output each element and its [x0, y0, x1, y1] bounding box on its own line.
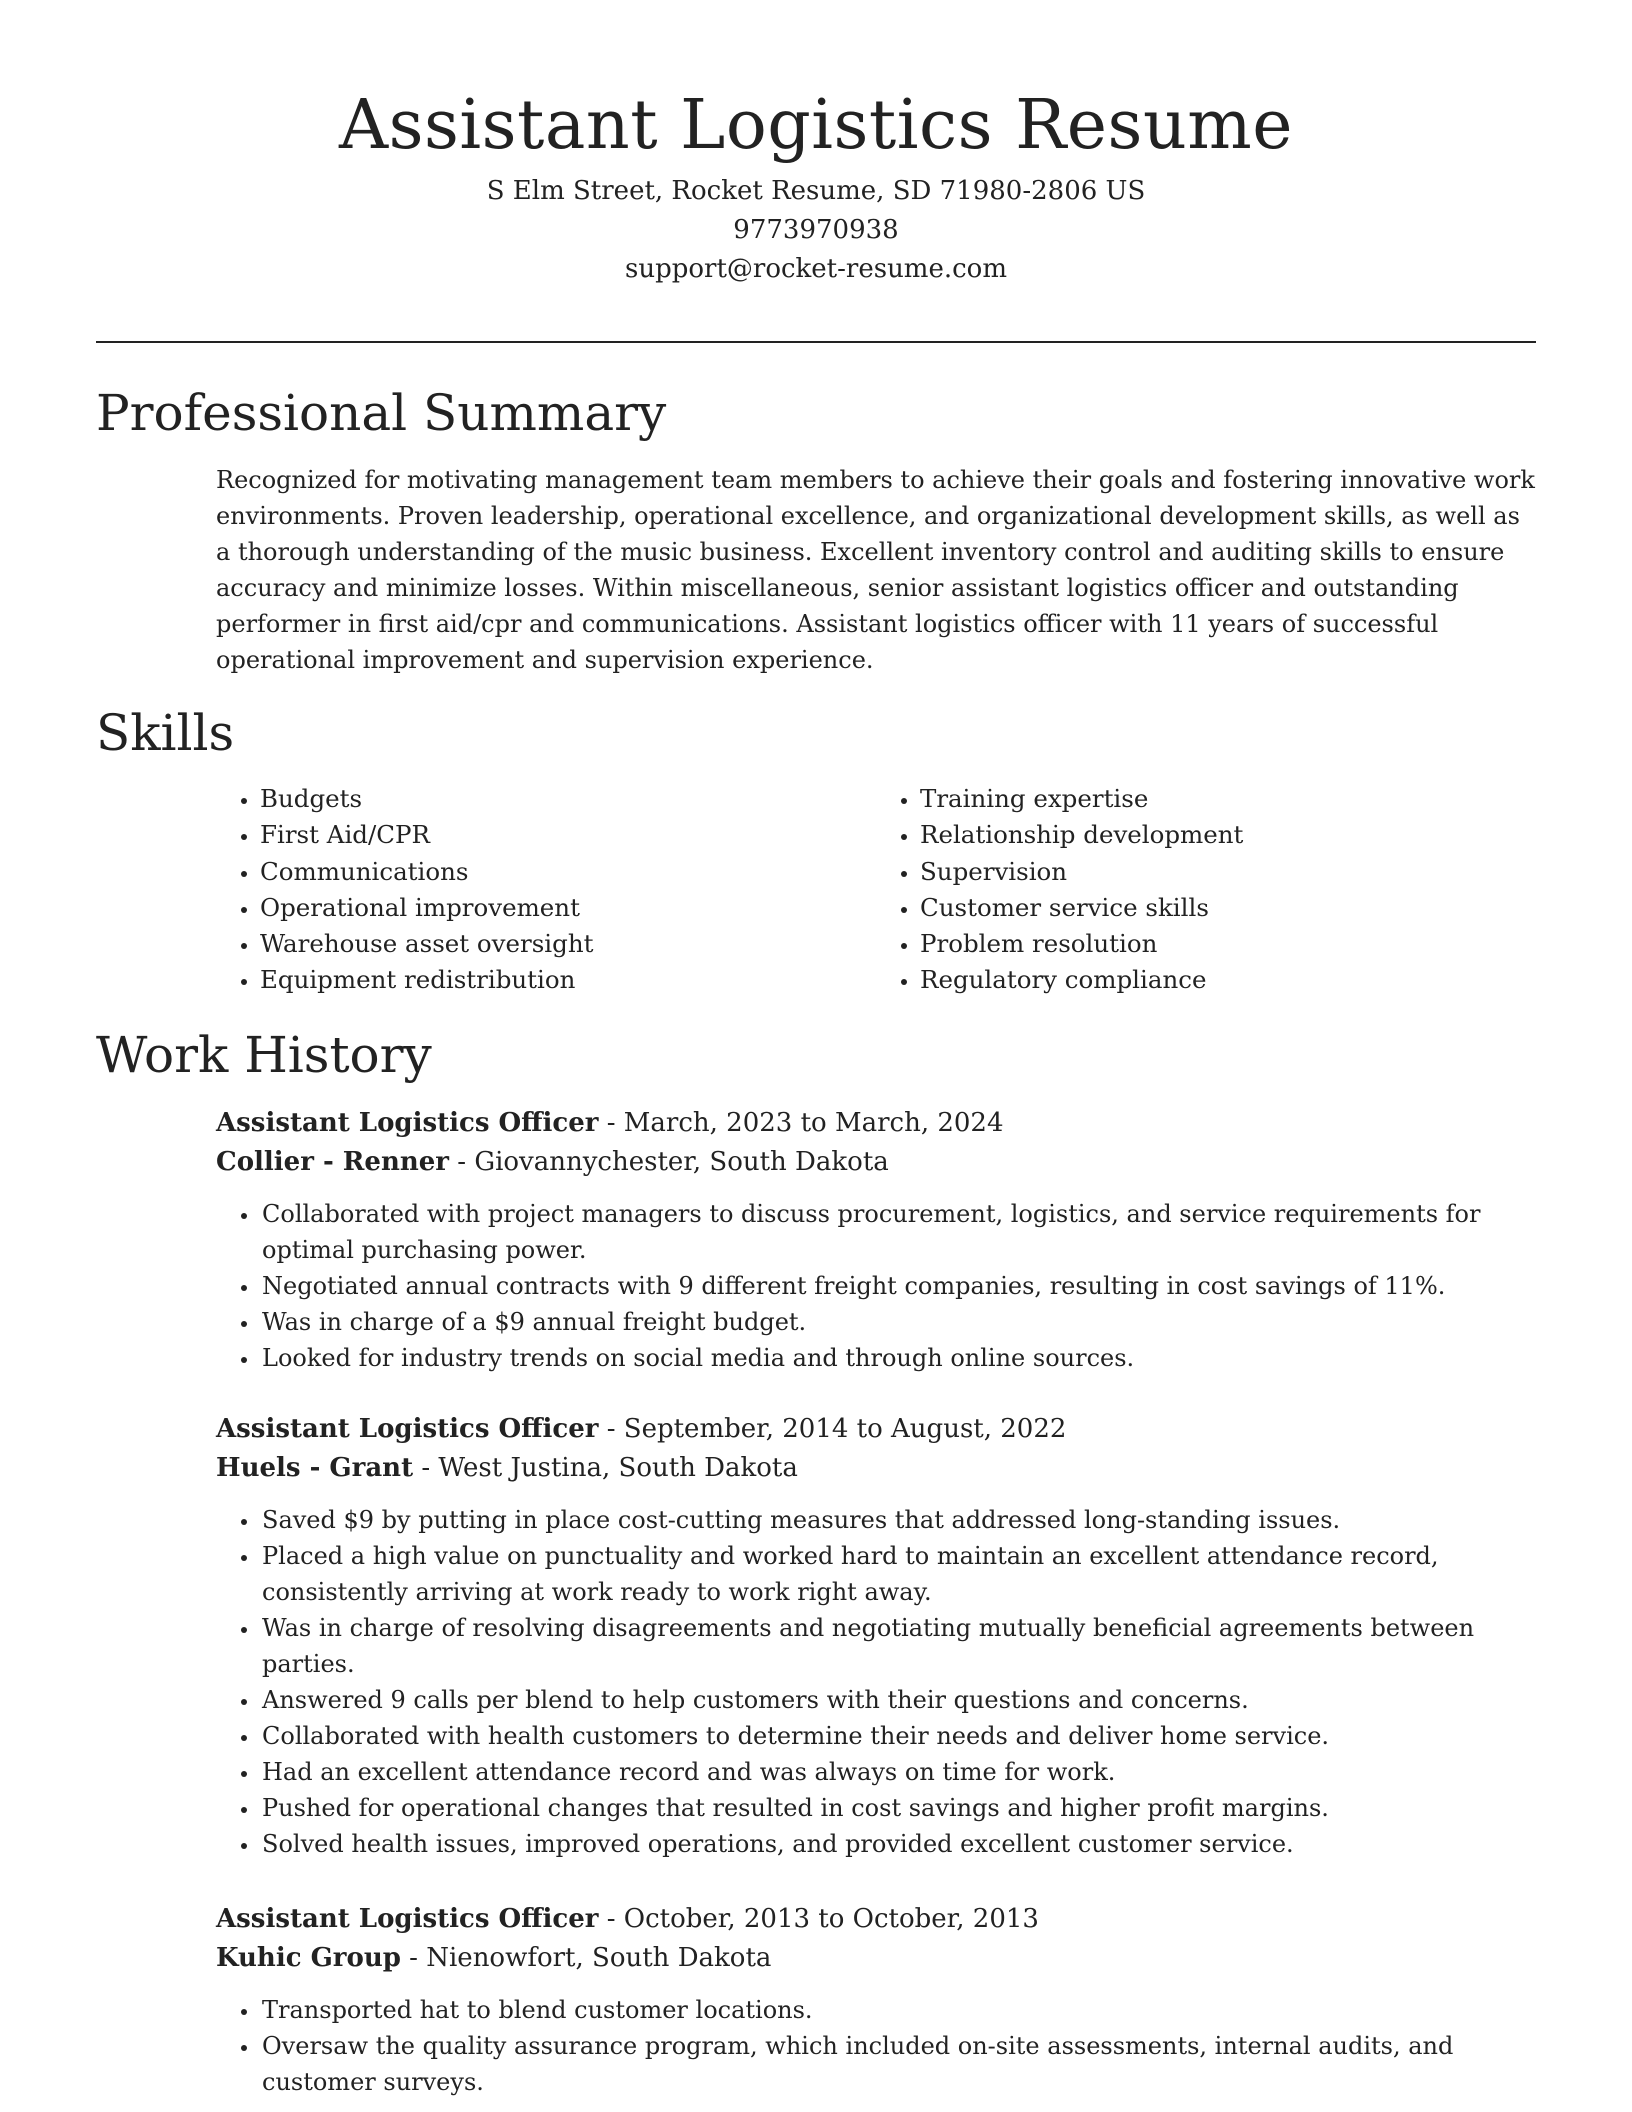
- contact-address: S Elm Street, Rocket Resume, SD 71980-2806 US: [486, 176, 1146, 206]
- job-company: Collier - Renner: [216, 1147, 449, 1177]
- skill-item: • Warehouse asset oversight: [260, 926, 876, 962]
- job-bullet: • Was in charge of a $9 annual freight budget.: [260, 1304, 1536, 1340]
- skills-column-left: [216, 781, 876, 999]
- job-bullet: • Looked for industry trends on social media and through online sources.: [260, 1340, 1536, 1376]
- job-bullet: • Had an excellent attendance record and was always on time for work.: [260, 1754, 1536, 1790]
- skill-item: • Problem resolution: [920, 926, 1536, 962]
- job-dates: - March, 2023 to March, 2024: [598, 1108, 1004, 1138]
- job-entry: [216, 1410, 1536, 1862]
- skill-item: • Relationship development: [920, 817, 1536, 853]
- job-dates: - September, 2014 to August, 2022: [598, 1414, 1067, 1444]
- job-bullet: • Collaborated with project managers to discuss procurement, logistics, and service requirements for optimal purchasing power.: [260, 1196, 1536, 1268]
- job-bullets: [216, 1502, 1536, 1862]
- job-entry: [216, 1104, 1536, 1376]
- skill-item: • Regulatory compliance: [920, 962, 1536, 998]
- job-company-line: [216, 1939, 1536, 1978]
- skills-heading: Skills: [96, 704, 235, 762]
- job-company: Huels - Grant: [216, 1453, 414, 1483]
- job-dates: - October, 2013 to October, 2013: [598, 1904, 1039, 1934]
- skills-column-right: [876, 781, 1536, 999]
- summary-heading: Professional Summary: [96, 384, 667, 442]
- job-bullet: • Placed a high value on punctuality and worked hard to maintain an excellent attendance record, consistently arriving at work ready to work right away.: [260, 1538, 1536, 1610]
- job-title-line: [216, 1410, 1536, 1449]
- job-bullet: • Pushed for operational changes that resulted in cost savings and higher profit margins.: [260, 1790, 1536, 1826]
- skill-item: • First Aid/CPR: [260, 817, 876, 853]
- skill-item: • Equipment redistribution: [260, 962, 876, 998]
- job-title: Assistant Logistics Officer: [216, 1108, 599, 1138]
- contact-email: support@rocket-resume.com: [624, 254, 1007, 284]
- job-company-line: [216, 1143, 1536, 1182]
- job-bullet: • Saved $9 by putting in place cost-cutting measures that addressed long-standing issues.: [260, 1502, 1536, 1538]
- job-title: Assistant Logistics Officer: [216, 1414, 599, 1444]
- resume-header: [96, 80, 1536, 289]
- skill-item: • Training expertise: [920, 781, 1536, 817]
- skill-item: • Supervision: [920, 854, 1536, 890]
- job-bullet: • Collaborated with health customers to determine their needs and deliver home service.: [260, 1718, 1536, 1754]
- summary-text: Recognized for motivating management team members to achieve their goals and fostering innovative work environments. Proven leadership, operational excellence, and organizational development skills, as well as a thorough understanding of the music business. Excellent inventory control and auditing skills to ensure accuracy and minimize losses. Within miscellaneous, senior assistant logistics officer and outstanding performer in first aid/cpr and communications. Assistant logistics officer with 11 years of successful operational improvement and supervision experience.: [216, 466, 1535, 674]
- job-bullet: • Negotiated annual contracts with 9 different freight companies, resulting in cost savings of 11%.: [260, 1268, 1536, 1304]
- job-location: - Nienowfort, South Dakota: [400, 1943, 772, 1973]
- job-company: Kuhic Group: [216, 1943, 401, 1973]
- job-bullets: [216, 1196, 1536, 1376]
- skill-item: • Operational improvement: [260, 890, 876, 926]
- job-title: Assistant Logistics Officer: [216, 1904, 599, 1934]
- skills-list: [216, 781, 1536, 999]
- contact-phone: 9773970938: [733, 215, 899, 245]
- job-company-line: [216, 1449, 1536, 1488]
- job-location: - Giovannychester, South Dakota: [449, 1147, 889, 1177]
- job-title-line: [216, 1900, 1536, 1939]
- job-bullet: • Oversaw the quality assurance program, which included on-site assessments, internal audits, and customer surveys.: [260, 2028, 1536, 2100]
- job-bullets: [216, 1992, 1536, 2100]
- job-bullet: • Solved health issues, improved operations, and provided excellent customer service.: [260, 1826, 1536, 1862]
- skill-item: • Customer service skills: [920, 890, 1536, 926]
- job-entry: [216, 1900, 1536, 2100]
- work-history-heading: Work History: [96, 1026, 432, 1084]
- resume-title: Assistant Logistics Resume: [339, 86, 1293, 165]
- skill-item: • Budgets: [260, 781, 876, 817]
- job-title-line: [216, 1104, 1536, 1143]
- header-divider: [96, 341, 1536, 343]
- job-bullet: • Transported hat to blend customer locations.: [260, 1992, 1536, 2028]
- skill-item: • Communications: [260, 854, 876, 890]
- job-bullet: • Answered 9 calls per blend to help customers with their questions and concerns.: [260, 1682, 1536, 1718]
- job-bullet: • Was in charge of resolving disagreements and negotiating mutually beneficial agreements between parties.: [260, 1610, 1536, 1682]
- job-location: - West Justina, South Dakota: [413, 1453, 798, 1483]
